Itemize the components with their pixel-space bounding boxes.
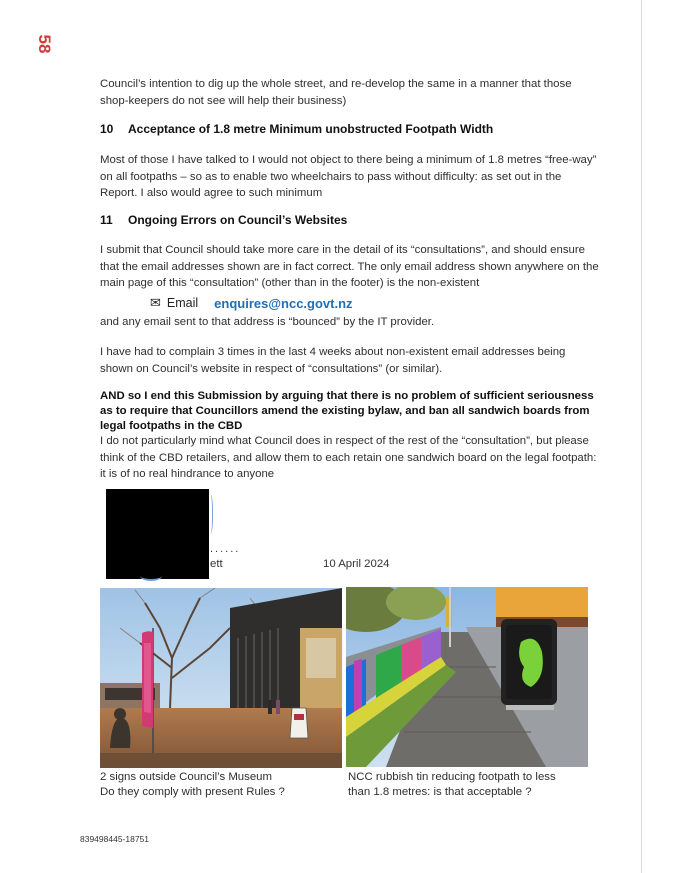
paragraph-intro: Council’s intention to dig up the whole street, and re-develop the same in a manner that those shop-keepers do not see will help their business) (100, 78, 572, 107)
signature-stroke (140, 571, 162, 581)
redaction-box (106, 489, 209, 579)
section-number: 11 (100, 213, 113, 227)
page-edge-line (641, 0, 642, 873)
email-label: Email (166, 296, 199, 310)
paragraph-complaints: I have had to complain 3 times in the last 4 weeks about non-existent email addresses being shown on Council’s website in respect of “consultations” (or similar). (100, 346, 566, 375)
caption-right-line2: than 1.8 metres: is that acceptable ? (348, 786, 532, 798)
caption-right-line1: NCC rubbish tin reducing footpath to less (348, 771, 556, 783)
caption-left-line1: 2 signs outside Council’s Museum (100, 771, 272, 783)
document-id: 839498445-18751 (80, 834, 150, 844)
caption-left-line2: Do they comply with present Rules ? (100, 786, 285, 798)
heading-section-11 (100, 213, 347, 227)
signature-name: ett (210, 558, 223, 570)
paragraph-final: I do not particularly mind what Council does in respect of the rest of the “consultation”, but please think of the CBD retailers, and allow them to each retain one sandwich board on the legal footpath: it is of no real hindrance to anyone (100, 435, 597, 480)
paragraph-bounced: and any email sent to that address is “bounced” by the IT provider. (100, 316, 435, 328)
signature-date: 10 April 2024 (323, 558, 390, 570)
page-number: 58 (35, 34, 54, 54)
section-title: Acceptance of 1.8 metre Minimum unobstructed Footpath Width (128, 122, 494, 136)
email-line (150, 293, 353, 313)
email-address-link[interactable]: enquires@ncc.govt.nz (214, 295, 353, 311)
paragraph-consultations: I submit that Council should take more care in the detail of its “consultations”, and should ensure that the email addresses shown are in fact correct. The only email address shown anywhere on the main page of this “consultation” (other than in the footer) is the non-existent (100, 244, 599, 289)
section-number: 10 (100, 122, 114, 136)
heading-section-10 (100, 122, 493, 136)
photo-rubbish-tin (346, 587, 588, 767)
envelope-icon: ✉ (150, 295, 161, 310)
section-title: Ongoing Errors on Council’s Websites (128, 213, 348, 227)
paragraph-footpath: Most of those I have talked to I would not object to there being a minimum of 1.8 metres “free-way” on all footpaths – so as to enable two wheelchairs to pass without difficulty: as set out in the Report. I also would agree to such minimum (100, 154, 597, 199)
photo-museum-signs (100, 588, 342, 768)
caption-right (348, 770, 556, 800)
caption-left (100, 770, 285, 800)
paragraph-conclusion: AND so I end this Submission by arguing that there is no problem of sufficient seriousness as to require that Councillors amend the existing bylaw, and ban all sandwich boards from legal footpaths in the CBD (100, 390, 594, 432)
signature-dots: ...... (210, 543, 241, 555)
